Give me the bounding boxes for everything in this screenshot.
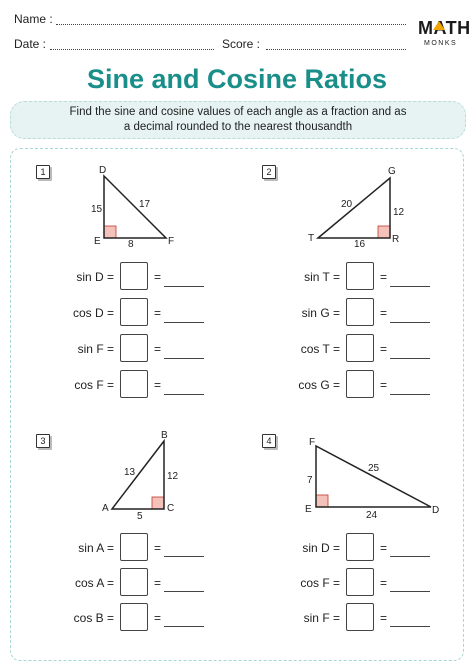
row-label: cos T = [300,342,340,356]
page-title: Sine and Cosine Ratios [86,64,388,94]
instructions-line-1: Find the sine and cosine values of each angle as a fraction and as [69,106,407,118]
fraction-box[interactable] [346,568,374,596]
vertex-label: B [161,430,168,441]
equals-sign: = [154,541,162,555]
side-label: 20 [341,199,353,210]
decimal-answer-line[interactable] [390,626,430,627]
row-label: sin T = [304,270,340,284]
equals-sign: = [380,541,388,555]
row-label: sin G = [301,306,340,320]
equals-sign: = [154,342,162,356]
side-label: 15 [91,204,103,215]
decimal-answer-line[interactable] [390,591,430,592]
equals-sign: = [380,306,388,320]
equals-sign: = [154,270,162,284]
equals-sign: = [380,270,388,284]
vertex-label: F [309,437,316,448]
side-label: 24 [366,510,378,521]
side-label: 12 [167,471,179,482]
problem-number: 3 [36,434,50,448]
equals-sign: = [380,611,388,625]
side-label: 7 [307,475,313,486]
vertex-label: C [167,503,175,514]
side-label: 12 [393,207,405,218]
side-label: 8 [128,239,134,250]
vertex-label: R [392,234,400,245]
side-label: 25 [368,463,380,474]
fraction-box[interactable] [346,603,374,631]
problem-number: 1 [36,165,50,179]
score-label: Score : [222,37,261,51]
vertex-label: A [102,503,109,514]
row-label: sin F = [303,611,340,625]
date-label: Date : [14,37,47,51]
name-label: Name : [14,12,53,26]
row-label: cos G = [298,378,340,392]
row-label: sin D = [76,270,114,284]
equals-sign: = [154,378,162,392]
vertex-label: T [308,233,315,244]
equals-sign: = [154,306,162,320]
side-label: 17 [139,199,151,210]
vertex-label: D [432,505,440,516]
problem-number: 2 [262,165,276,179]
equals-sign: = [154,611,162,625]
fraction-box[interactable] [346,533,374,561]
logo-sub: MONKS [424,40,458,47]
vertex-label: F [168,236,175,247]
row-label: cos F = [74,378,114,392]
row-label: sin F = [77,342,114,356]
equals-sign: = [380,378,388,392]
problem-number: 4 [262,434,276,448]
equals-sign: = [380,342,388,356]
decimal-answer-line[interactable] [390,556,430,557]
row-label: cos A = [74,576,114,590]
logo-word: MATH [418,18,471,38]
vertex-label: G [388,166,396,177]
equals-sign: = [154,576,162,590]
row-label: sin A = [78,541,114,555]
side-label: 5 [137,511,143,522]
side-label: 13 [124,467,136,478]
row-label: cos D = [72,306,114,320]
instructions-line-2: a decimal rounded to the nearest thousandth [123,121,353,133]
row-label: cos B = [73,611,114,625]
vertex-label: D [99,165,107,176]
row-label: cos F = [300,576,340,590]
vertex-label: E [305,504,312,515]
side-label: 16 [354,239,366,250]
row-label: sin D = [302,541,340,555]
vertex-label: E [94,236,101,247]
equals-sign: = [380,576,388,590]
